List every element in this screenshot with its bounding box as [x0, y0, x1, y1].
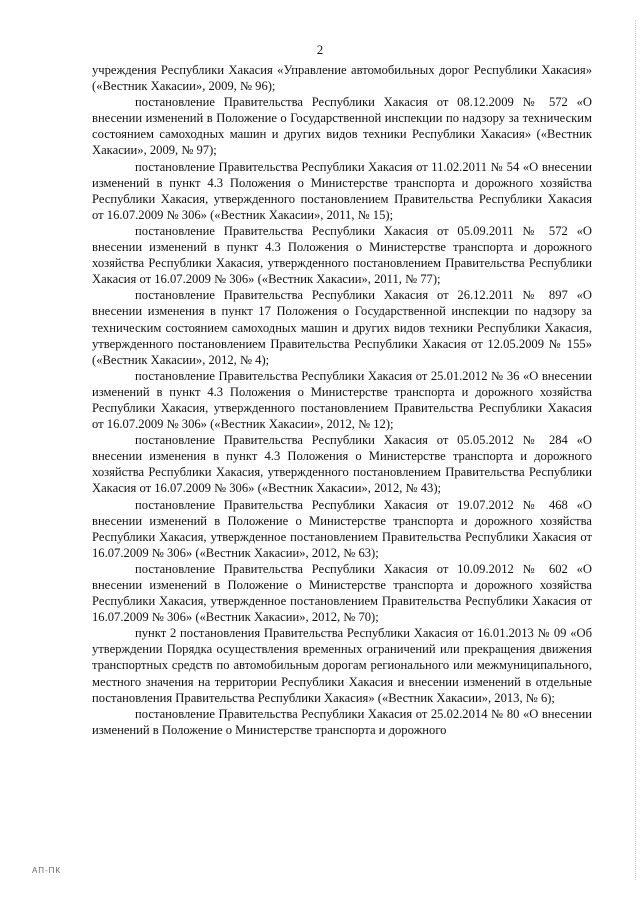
page-number: 2 — [316, 42, 324, 57]
paragraph: постановление Правительства Республики Хакасия от 10.09.2012 № 602 «О внесении изменений в Положение о Министерстве транспорта и дорожного хозяйства Республики Хакасия, утвержденное постановлением Правительства Республики Хакасия от 16.07.2009 № 306» («Вестник Хакасии», 2012, № 70); — [92, 561, 592, 625]
paragraph: пункт 2 постановления Правительства Республики Хакасия от 16.01.2013 № 09 «Об утверждении Порядка осуществления временных ограничений или прекращения движения транспортных средств по автомобильным дорогам регионального или межмуниципального, местного значения на территории Республики Хакасия и внесении изменений в отдельные постановления Правительства Республики Хакасия» («Вестник Хакасии», 2013, № 6); — [92, 626, 592, 705]
footer-mark: АП-ПК — [32, 866, 62, 875]
scan-edge — [633, 20, 636, 880]
paragraph: постановление Правительства Республики Хакасия от 25.02.2014 № 80 «О внесении изменений в Положение о Министерстве транспорта и дорожного — [92, 706, 592, 737]
paragraph: постановление Правительства Республики Хакасия от 08.12.2009 № 572 «О внесении изменений в Положение о Государственной инспекции по надзору за техническим состоянием самоходных машин и других видов техники Республики Хакасия» («Вестник Хакасии», 2009, № 97); — [92, 95, 592, 158]
paragraph: постановление Правительства Республики Хакасия от 25.01.2012 № 36 «О внесении изменений в пункт 4.3 Положения о Министерстве транспорта и дорожного хозяйства Республики Хакасия, утвержденного постановлением Правительства Республики Хакасия от 16.07.2009 № 306» («Вестник Хакасии», 2012, № 12); — [92, 368, 592, 432]
paragraph: постановление Правительства Республики Хакасия от 26.12.2011 № 897 «О внесении изменения в пункт 17 Положения о Государственной инспекции по надзору за техническим состоянием самоходных машин и других видов техники Республики Хакасия, утвержденного постановлением Правительства Республики Хакасия от 12.05.2009 № 155» («Вестник Хакасии», 2012, № 4); — [92, 288, 592, 367]
paragraph: постановление Правительства Республики Хакасия от 11.02.2011 № 54 «О внесении изменений в пункт 4.3 Положения о Министерстве транспорта и дорожного хозяйства Республики Хакасия, утвержденного постановлением Правительства Республики Хакасия от 16.07.2009 № 306» («Вестник Хакасии», 2011, № 15); — [92, 159, 592, 222]
paragraph: учреждения Республики Хакасия «Управление автомобильных дорог Республики Хакасия» («Вестник Хакасии», 2009, № 96); — [92, 63, 592, 94]
paragraph: постановление Правительства Республики Хакасия от 19.07.2012 № 468 «О внесении изменений в Положение о Министерстве транспорта и дорожного хозяйства Республики Хакасия, утвержденное постановлением Правительства Республики Хакасия от 16.07.2009 № 306» («Вестник Хакасии», 2012, № 63); — [92, 497, 592, 560]
document-body — [92, 62, 592, 738]
paragraph: постановление Правительства Республики Хакасия от 05.05.2012 № 284 «О внесении изменения в пункт 4.3 Положения о Министерстве транспорта и дорожного хозяйства Республики Хакасия, утвержденного постановлением Правительства Республики Хакасия от 16.07.2009 № 306» («Вестник Хакасии», 2012, № 43); — [92, 433, 592, 496]
paragraph: постановление Правительства Республики Хакасия от 05.09.2011 № 572 «О внесении изменений в пункт 4.3 Положения о Министерстве транспорта и дорожного хозяйства Республики Хакасия, утвержденного постановлением Правительства Республики Хакасия от 16.07.2009 № 306» («Вестник Хакасии», 2011, № 77); — [92, 223, 592, 287]
